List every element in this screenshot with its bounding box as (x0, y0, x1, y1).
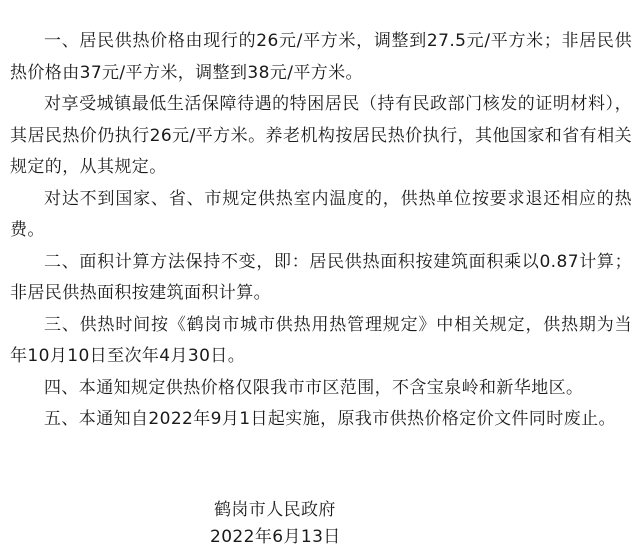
paragraph-effective-date: 五、本通知自2022年9月1日起实施，原我市供热价格定价文件同时废止。 (44, 409, 616, 429)
paragraph-low-income-price: 对享受城镇最低生活保障待遇的特困居民（持有民政部门核发的证明材料），其居民热价仍执行26元/平方米。养老机构按居民热价执行，其他国家和省有相关规定的，从其规定。 (10, 94, 632, 177)
paragraph-heating-period: 三、供热时间按《鹤岗市城市供热用热管理规定》中相关规定，供热期为当年10月10日至次年4月30日。 (10, 314, 632, 366)
paragraph-residential-price: 一、居民供热价格由现行的26元/平方米，调整到27.5元/平方米；非居民供热价格由37元/平方米，调整到38元/平方米。 (10, 31, 632, 83)
signature-date: 2022年6月13日 (210, 527, 341, 547)
paragraph-temperature-refund: 对达不到国家、省、市规定供热室内温度的，供热单位按要求退还相应的热费。 (10, 188, 632, 240)
signature-organization: 鹤岗市人民政府 (214, 500, 336, 520)
paragraph-area-calculation: 二、面积计算方法保持不变，即：居民供热面积按建筑面积乘以0.87计算；非居民供热面积按建筑面积计算。 (10, 251, 632, 303)
paragraph-scope: 四、本通知规定供热价格仅限我市市区范围，不含宝泉岭和新华地区。 (44, 377, 584, 398)
notice-body (10, 0, 632, 436)
